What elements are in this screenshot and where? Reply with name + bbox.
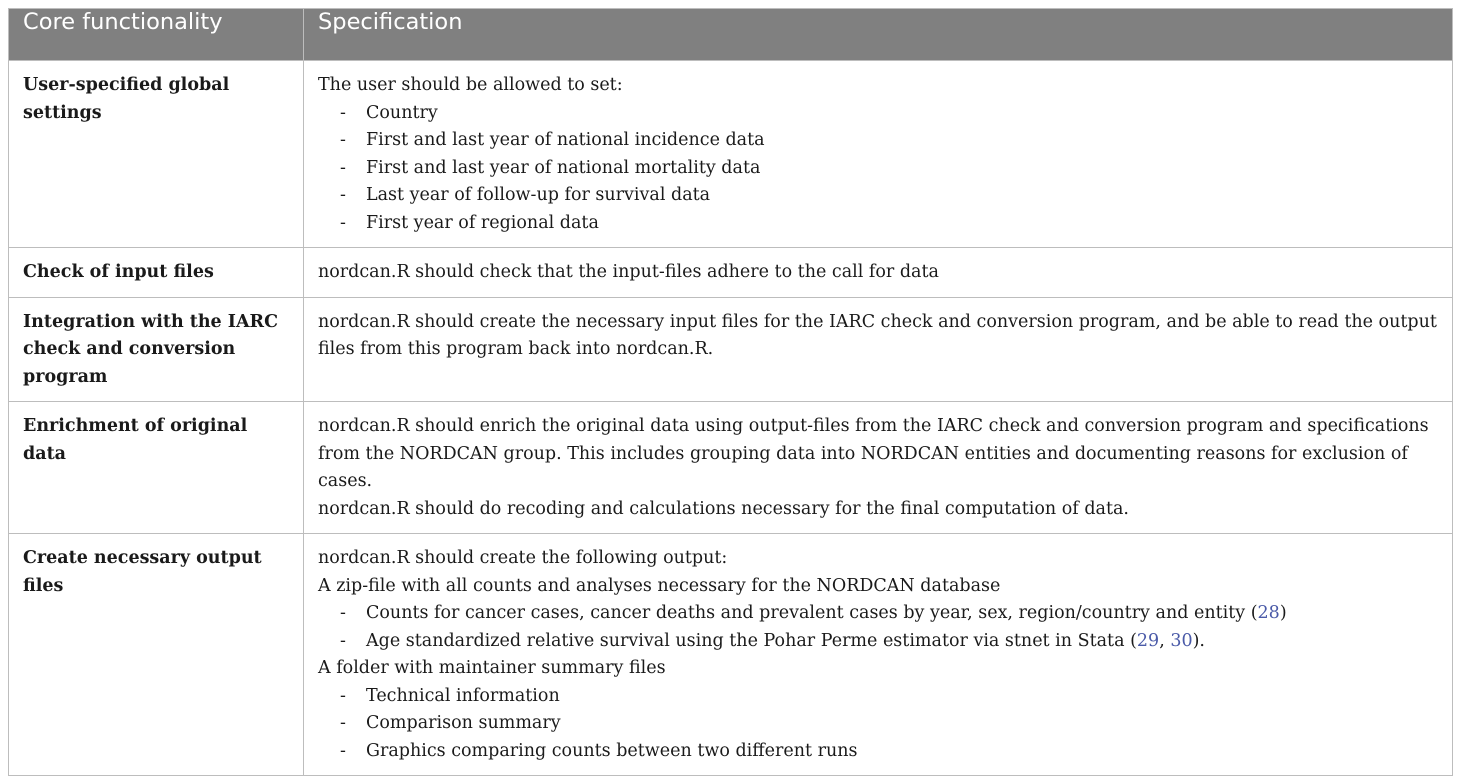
table-row (9, 297, 1453, 402)
list-item: - Comparison summary (318, 710, 1438, 738)
row-name: Integration with the IARC check and conversion program (9, 297, 304, 402)
reference-link[interactable]: 28 (1257, 603, 1280, 623)
row-name: Check of input files (9, 248, 304, 298)
table-row (9, 61, 1453, 248)
list-item-text: ) (1279, 603, 1287, 623)
table-row (9, 534, 1453, 776)
folder-line: A folder with maintainer summary files (318, 658, 666, 678)
spec-intro: The user should be allowed to set: (318, 75, 623, 95)
reference-link[interactable]: 30 (1170, 630, 1193, 651)
list-item (318, 628, 1438, 656)
list-item-text: ). (1192, 630, 1205, 651)
row-spec (304, 534, 1453, 776)
list-item: - Graphics comparing counts between two different runs (318, 738, 1438, 766)
row-name: User-specified global settings (9, 61, 304, 248)
row-name: Enrichment of original data (9, 402, 304, 534)
list-item: - First year of regional data (318, 210, 1438, 238)
list-item-text: Age standardized relative survival using the Pohar Perme estimator via stnet in Stata ( (366, 630, 1137, 651)
row-name: Create necessary output files (9, 534, 304, 776)
header-core-functionality: Core functionality (9, 9, 304, 61)
list-item-text: Counts for cancer cases, cancer deaths and prevalent cases by year, sex, region/country and entity ( (366, 603, 1258, 623)
list-item-text: , (1159, 630, 1171, 651)
row-spec (304, 402, 1453, 534)
list-item (318, 600, 1438, 628)
list-item: - Country (318, 100, 1438, 128)
specification-table (8, 8, 1453, 776)
spec-paragraph: nordcan.R should do recoding and calculations necessary for the final computation of data. (318, 498, 1129, 519)
list-item: - Last year of follow-up for survival data (318, 182, 1438, 210)
header-row (9, 9, 1453, 61)
spec-intro: nordcan.R should create the following output: (318, 548, 728, 568)
header-specification: Specification (304, 9, 1453, 61)
row-spec (304, 61, 1453, 248)
list-item: - First and last year of national mortality data (318, 155, 1438, 183)
zip-file-line: A zip-file with all counts and analyses necessary for the NORDCAN database (318, 575, 1001, 596)
list-item: - First and last year of national incidence data (318, 127, 1438, 155)
table-row (9, 402, 1453, 534)
row-spec: nordcan.R should create the necessary input files for the IARC check and conversion program, and be able to read the output files from this program back into nordcan.R. (304, 297, 1453, 402)
reference-link[interactable]: 29 (1136, 630, 1160, 651)
spec-paragraph: nordcan.R should enrich the original data using output-files from the IARC check and conversion program and specifications from the NORDCAN group. This includes grouping data into NORDCAN entities and documenting reasons for exclusion of cases. (318, 416, 1429, 491)
row-spec: nordcan.R should check that the input-files adhere to the call for data (304, 248, 1453, 298)
list-item: - Technical information (318, 683, 1438, 711)
table-row (9, 248, 1453, 298)
